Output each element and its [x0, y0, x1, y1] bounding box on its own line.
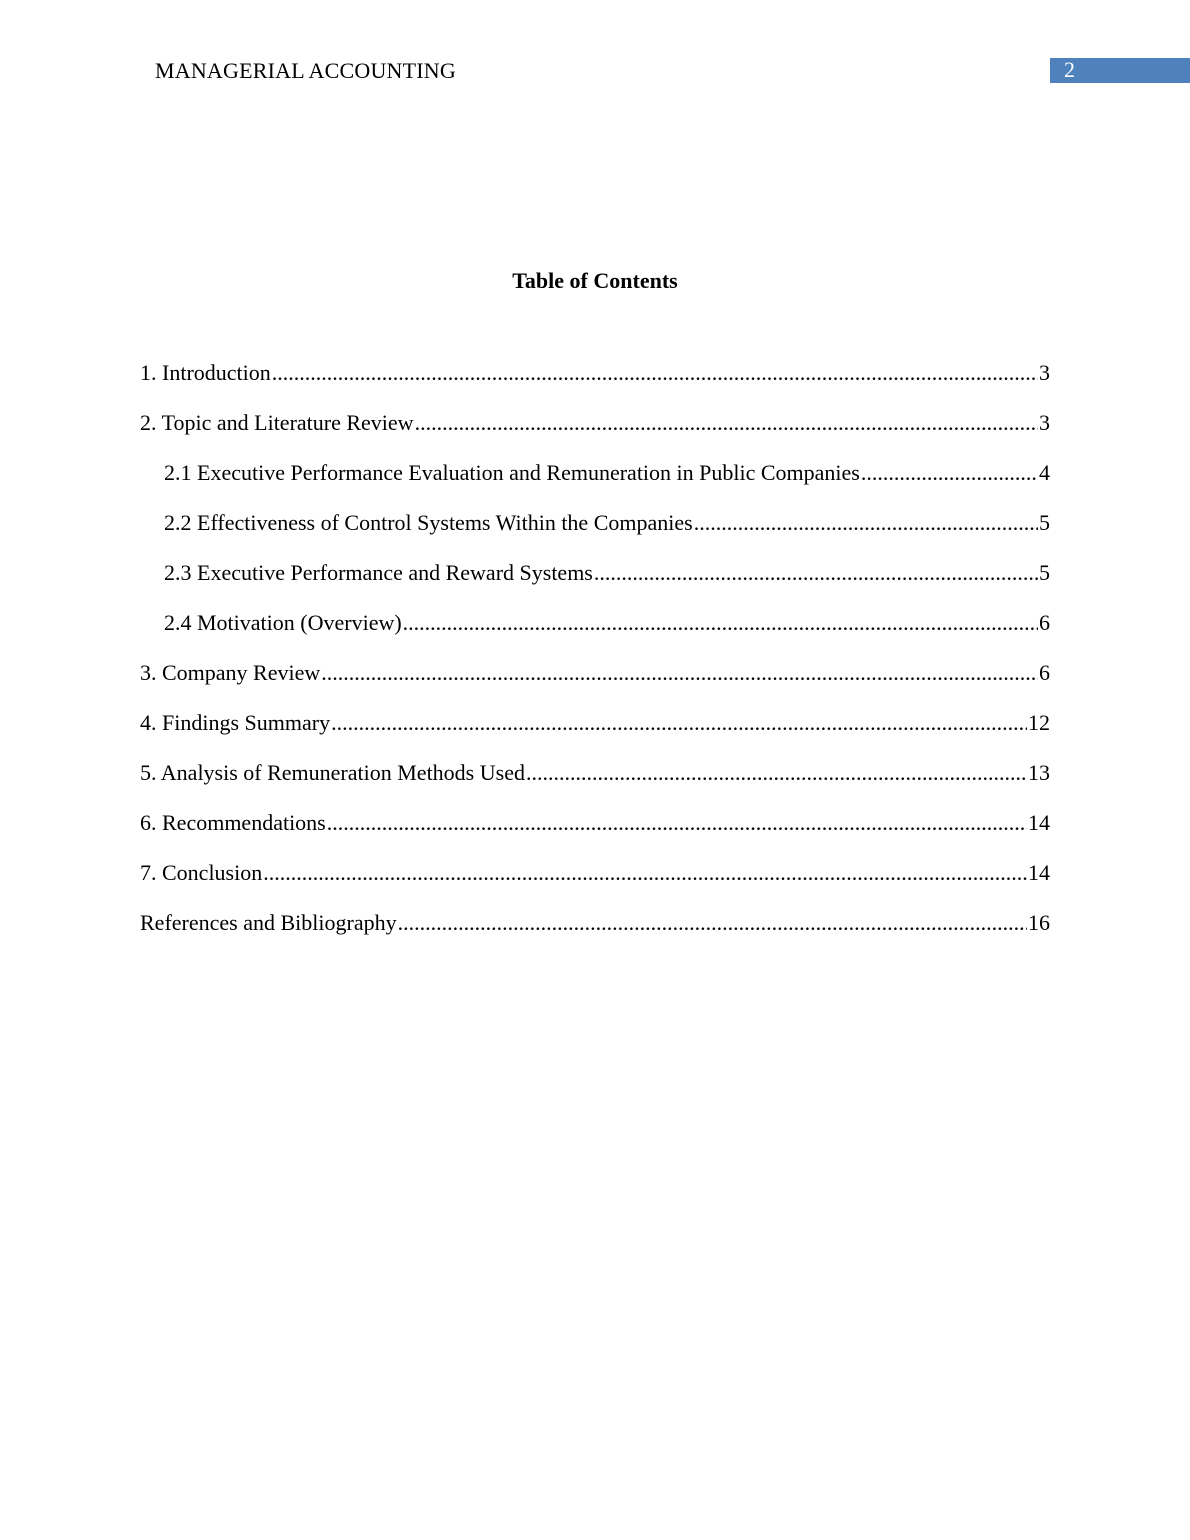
- toc-entry-page: 3: [1039, 410, 1050, 435]
- toc-dot-leader: [327, 808, 1027, 838]
- toc-entry-page: 6: [1039, 610, 1050, 635]
- toc-dot-leader: [403, 608, 1038, 638]
- toc-entry-page: 12: [1028, 710, 1050, 735]
- toc-entry-label: 7. Conclusion: [140, 860, 263, 885]
- page-number-badge: [1050, 58, 1190, 83]
- toc-dot-leader: [861, 458, 1038, 488]
- toc-entry-label: 2.3 Executive Performance and Reward Systems: [164, 560, 593, 585]
- toc-dot-leader: [398, 908, 1027, 938]
- toc-entry-label: 2.2 Effectiveness of Control Systems Within the Companies: [164, 510, 693, 535]
- toc-entry-label: 3. Company Review: [140, 660, 321, 685]
- toc-entry-page: 4: [1039, 460, 1050, 485]
- toc-entry-label: 5. Analysis of Remuneration Methods Used: [140, 760, 525, 785]
- toc-entry-control-systems[interactable]: [140, 508, 1050, 558]
- toc-list: [140, 358, 1050, 958]
- toc-dot-leader: [321, 658, 1038, 688]
- toc-entry-executive-performance-evaluation[interactable]: [140, 458, 1050, 508]
- toc-dot-leader: [415, 408, 1038, 438]
- toc-entry-references[interactable]: [140, 908, 1050, 958]
- toc-dot-leader: [272, 358, 1038, 388]
- toc-entry-motivation[interactable]: [140, 608, 1050, 658]
- toc-entry-conclusion[interactable]: [140, 858, 1050, 908]
- toc-entry-company-review[interactable]: [140, 658, 1050, 708]
- toc-entry-page: 14: [1028, 860, 1050, 885]
- page-number: 2: [1064, 57, 1075, 82]
- toc-entry-page: 14: [1028, 810, 1050, 835]
- toc-entry-label: 2.4 Motivation (Overview): [164, 610, 402, 635]
- toc-entry-reward-systems[interactable]: [140, 558, 1050, 608]
- toc-entry-page: 16: [1028, 910, 1050, 935]
- toc-entry-label: 1. Introduction: [140, 360, 271, 385]
- toc-entry-page: 13: [1028, 760, 1050, 785]
- toc-entry-topic-literature-review[interactable]: [140, 408, 1050, 458]
- toc-entry-label: 4. Findings Summary: [140, 710, 331, 735]
- toc-dot-leader: [263, 858, 1027, 888]
- toc-entry-label: 2.1 Executive Performance Evaluation and Remuneration in Public Companies: [164, 460, 860, 485]
- toc-entry-page: 3: [1039, 360, 1050, 385]
- toc-entry-page: 5: [1039, 560, 1050, 585]
- toc-dot-leader: [594, 558, 1038, 588]
- toc-dot-leader: [526, 758, 1027, 788]
- toc-entry-introduction[interactable]: [140, 358, 1050, 408]
- toc-entry-label: References and Bibliography: [140, 910, 397, 935]
- toc-entry-findings-summary[interactable]: [140, 708, 1050, 758]
- running-header-title: MANAGERIAL ACCOUNTING: [155, 58, 456, 83]
- toc-dot-leader: [694, 508, 1038, 538]
- toc-entry-remuneration-analysis[interactable]: [140, 758, 1050, 808]
- toc-entry-label: 2. Topic and Literature Review: [140, 410, 414, 435]
- toc-entry-label: 6. Recommendations: [140, 810, 326, 835]
- toc-entry-page: 6: [1039, 660, 1050, 685]
- toc-dot-leader: [331, 708, 1027, 738]
- toc-entry-page: 5: [1039, 510, 1050, 535]
- toc-entry-recommendations[interactable]: [140, 808, 1050, 858]
- toc-title: Table of Contents: [512, 268, 678, 293]
